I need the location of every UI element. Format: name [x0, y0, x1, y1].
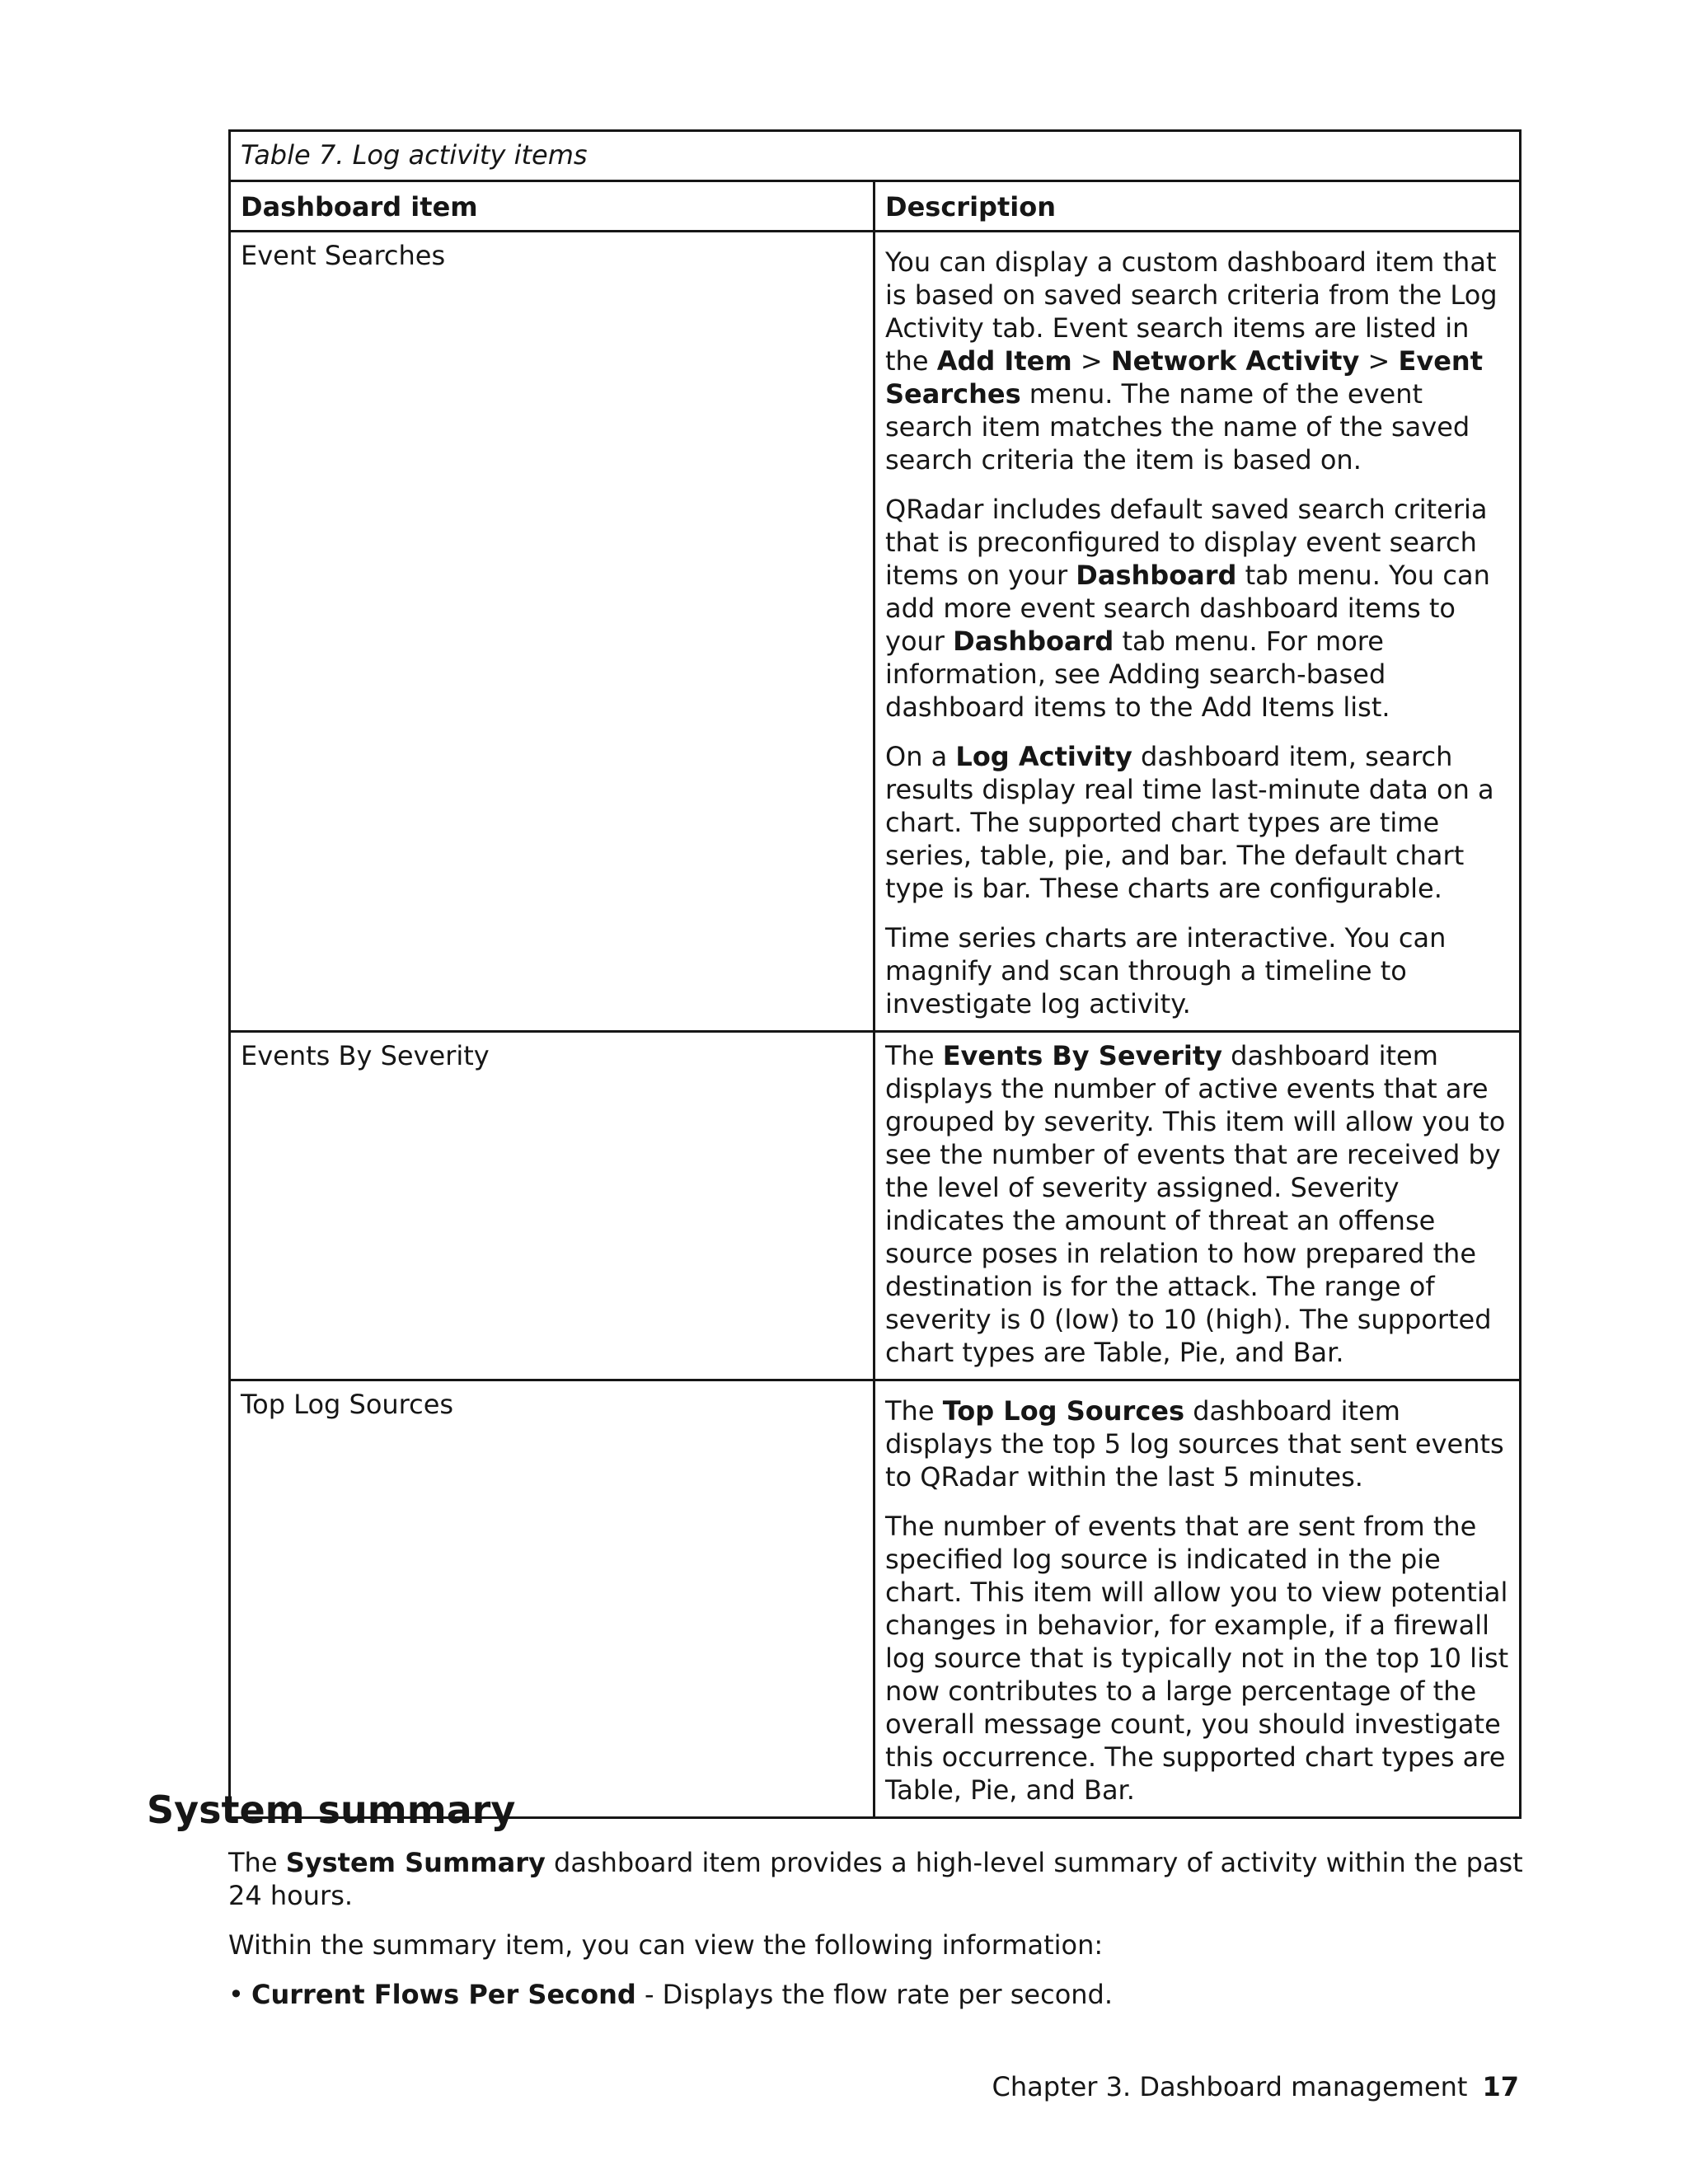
ui-term: Event Searches	[885, 345, 1483, 410]
log-activity-table	[228, 129, 1522, 1819]
section-intro: The System Summary dashboard item provides a high-level summary of activity within the past 24 hours.	[228, 1847, 1523, 1911]
page-footer	[992, 2070, 1519, 2103]
chapter-title: Chapter 3. Dashboard management	[992, 2071, 1468, 2102]
row-item-name: Events By Severity	[230, 1032, 874, 1380]
table-caption-row	[230, 131, 1521, 181]
description-paragraph: The number of events that are sent from the specified log source is indicated in the pie chart. This item will allow you to view potential changes in behavior, for example, if a firewall log source that is typically not in the top 10 list now contributes to a large percentage of the overall message count, you should investigate this occurrence. The supported chart types are Table, Pie, and Bar.	[885, 1511, 1509, 1806]
list-item: • Current Flows Per Second - Displays the flow rate per second.	[228, 1979, 1114, 2010]
ui-term: Events By Severity	[942, 1040, 1222, 1071]
ui-term: System Summary	[285, 1847, 546, 1878]
bullet-list	[228, 1978, 1547, 2011]
ui-term: Current Flows Per Second	[251, 1979, 636, 2010]
bullet-icon: •	[228, 1979, 244, 2010]
description-paragraph: You can display a custom dashboard item that is based on saved search criteria from the Log Activity tab. Event search items are listed in the Add Item > Network Activity > Event Searches menu. The name of the event search item matches the name of the saved search criteria the item is based on.	[885, 246, 1498, 476]
row-description	[874, 232, 1521, 1032]
section-body	[228, 1846, 1547, 2011]
table-row	[230, 1380, 1521, 1818]
table-row	[230, 1032, 1521, 1380]
description-paragraph: On a Log Activity dashboard item, search results display real time last-minute data on a chart. The supported chart types are time series, table, pie, and bar. The default chart type is bar. These charts are configurable.	[885, 741, 1494, 904]
ui-term: Top Log Sources	[942, 1395, 1185, 1427]
ui-term: Network Activity	[1110, 345, 1360, 377]
ui-term: Add Item	[936, 345, 1072, 377]
section-line: Within the summary item, you can view the following information:	[228, 1929, 1104, 1961]
column-header-description: Description	[874, 181, 1521, 232]
row-item-name: Top Log Sources	[230, 1380, 874, 1818]
ui-term: Dashboard	[953, 626, 1114, 657]
description-paragraph: The Top Log Sources dashboard item displays the top 5 log sources that sent events to QRadar within the last 5 minutes.	[885, 1395, 1504, 1493]
row-item-name: Event Searches	[230, 232, 874, 1032]
page-number: 17	[1482, 2071, 1519, 2102]
ui-term: Dashboard	[1076, 560, 1237, 591]
table-caption: Table 7. Log activity items	[230, 131, 1521, 181]
description-paragraph: QRadar includes default saved search criteria that is preconfigured to display event search items on your Dashboard tab menu. You can add more event search dashboard items to your Dashboard tab menu. For more information, see Adding search-based dashboard items to the Add Items list.	[885, 494, 1490, 723]
description-paragraph: The Events By Severity dashboard item displays the number of active events that are grouped by severity. This item will allow you to see the number of events that are received by the level of severity assigned. Severity indicates the amount of threat an offense source poses in relation to how prepared the destination is for the attack. The range of severity is 0 (low) to 10 (high). The supported chart types are Table, Pie, and Bar.	[885, 1040, 1506, 1368]
column-header-dashboard-item: Dashboard item	[230, 181, 874, 232]
description-paragraph: Time series charts are interactive. You can magnify and scan through a timeline to investigate log activity.	[885, 922, 1447, 1019]
row-description	[874, 1380, 1521, 1818]
row-description	[874, 1032, 1521, 1380]
ui-term: Log Activity	[955, 741, 1132, 772]
table-header-row	[230, 181, 1521, 232]
table-row	[230, 232, 1521, 1032]
section-heading: System summary	[147, 1788, 516, 1832]
